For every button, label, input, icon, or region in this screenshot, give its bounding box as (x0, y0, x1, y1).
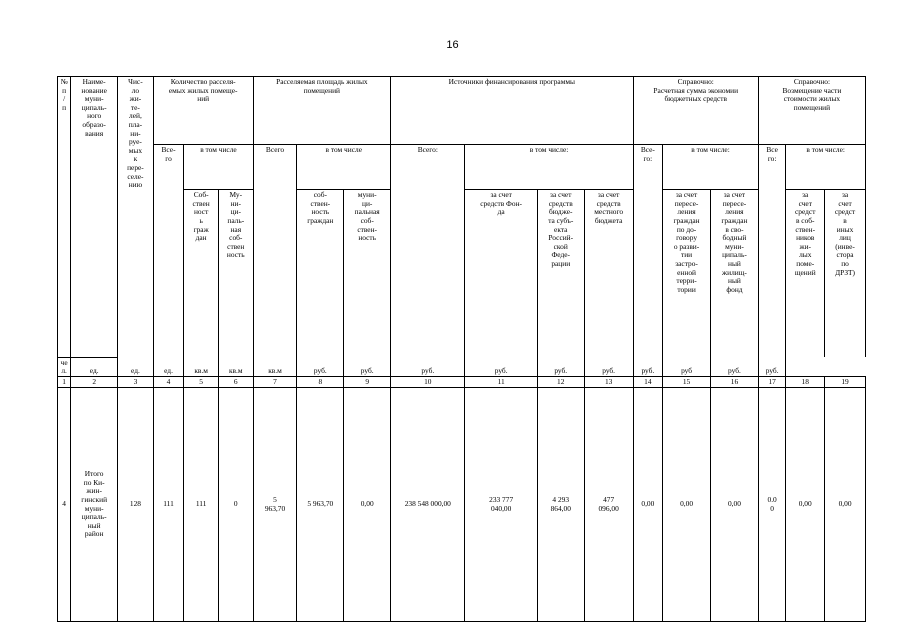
cell-residents-count: 128 (118, 387, 154, 621)
header-count-total: Все- го (153, 145, 184, 358)
cell-compensation-owners: 0,00 (786, 387, 825, 621)
column-number: 6 (218, 376, 253, 387)
header-area-incl: в том числе (297, 145, 391, 190)
column-number: 7 (253, 376, 297, 387)
unit-cell: чел. (58, 357, 71, 376)
header-count-private: Соб- ствен ност ь граж дан (184, 190, 219, 358)
column-number: 10 (391, 376, 465, 387)
header-group-area: Расселяемая площадь жилых помещений (253, 77, 391, 145)
cell-area-total: 5 963,70 (253, 387, 297, 621)
header-area-municipal: муни- ци- пальная соб- ствен- ность (344, 190, 391, 358)
unit-cell: кв.м (184, 357, 219, 376)
header-savings-municipal-fund: за счет пересе- ления граждан в сво- бодный муни- ципаль- ный жилищ- ный фонд (711, 190, 759, 358)
cell-savings-development: 0,00 (663, 387, 711, 621)
header-area-total: Всего (253, 145, 297, 358)
header-source-region: за счет средств бюдже- та субъ- екта Россий- ской Феде- рации (537, 190, 584, 358)
unit-cell: ед. (118, 357, 154, 376)
cell-count-total: 111 (153, 387, 184, 621)
cell-area-municipal: 0,00 (344, 387, 391, 621)
unit-cell: кв.м (253, 357, 297, 376)
header-source-local: за счет средств местного бюджета (584, 190, 633, 358)
header-residents-count: Чис- ло жи- те- лей, пла- ни- руе- мых к пере- селе- нию (118, 77, 154, 190)
unit-cell: руб. (465, 357, 537, 376)
header-compensation-owners: за счет средст в соб- ствен- ников жи- лых поме- щений (786, 190, 825, 358)
unit-cell: руб. (584, 357, 633, 376)
header-residents-count-cont (118, 190, 154, 358)
column-number: 3 (118, 376, 154, 387)
column-number: 1 (58, 376, 71, 387)
column-number: 5 (184, 376, 219, 387)
header-compensation-incl: в том числе: (786, 145, 866, 190)
column-number: 9 (344, 376, 391, 387)
column-number: 2 (71, 376, 118, 387)
unit-cell: руб. (758, 357, 786, 376)
cell-row-number: 4 (58, 387, 71, 621)
header-municipality-name: Наиме- нование муни- ципаль- ного образо- вания (71, 77, 118, 358)
cell-source-total: 238 548 000,00 (391, 387, 465, 621)
cell-count-private: 111 (184, 387, 219, 621)
cell-source-fund: 233 777 040,00 (465, 387, 537, 621)
unit-cell: руб. (297, 357, 344, 376)
column-number: 8 (297, 376, 344, 387)
cell-source-local: 477 096,00 (584, 387, 633, 621)
header-count-incl: в том числе (184, 145, 253, 190)
cell-savings-municipal-fund: 0,00 (711, 387, 759, 621)
header-group-budget-savings: Справочно: Расчетная сумма экономии бюджетных средств (633, 77, 758, 145)
column-number: 11 (465, 376, 537, 387)
header-compensation-total: Все го: (758, 145, 786, 358)
cell-count-municipal: 0 (218, 387, 253, 621)
column-number: 17 (758, 376, 786, 387)
cell-source-region: 4 293 864,00 (537, 387, 584, 621)
unit-cell: ед. (153, 357, 184, 376)
column-number: 13 (584, 376, 633, 387)
header-source-fund: за счет средств Фон- да (465, 190, 537, 358)
unit-cell: руб. (711, 357, 759, 376)
unit-cell: руб. (344, 357, 391, 376)
column-number: 14 (633, 376, 663, 387)
column-number: 15 (663, 376, 711, 387)
header-savings-incl: в том числе: (663, 145, 759, 190)
page-number: 16 (446, 39, 459, 51)
header-group-compensation: Справочно: Возмещение части стоимости жилых помещений (758, 77, 865, 145)
cell-compensation-investors: 0,00 (825, 387, 866, 621)
cell-savings-total: 0,00 (633, 387, 663, 621)
header-area-private: соб- ствен- ность граждан (297, 190, 344, 358)
header-compensation-investors: за счет средст в иных лиц (инве- стора по ДРЗТ) (825, 190, 866, 358)
header-savings-development: за счет пересе- ления граждан по до- говору о разви- тии застро- енной терри- тории (663, 190, 711, 358)
header-source-total: Всего: (391, 145, 465, 358)
unit-cell: руб. (537, 357, 584, 376)
cell-compensation-total: 0.0 0 (758, 387, 786, 621)
column-number: 19 (825, 376, 866, 387)
header-row-number: № п / п (58, 77, 71, 358)
column-number: 16 (711, 376, 759, 387)
cell-area-private: 5 963,70 (297, 387, 344, 621)
unit-cell: кв.м (218, 357, 253, 376)
unit-cell: руб. (391, 357, 465, 376)
column-number: 12 (537, 376, 584, 387)
header-count-municipal: Му- ни- ци- паль- ная соб- ствен ность (218, 190, 253, 358)
unit-cell: руб (663, 357, 711, 376)
cell-municipality-name: Итого по Ки- жин- гинский муни- ципаль- ный район (71, 387, 118, 621)
column-number: 18 (786, 376, 825, 387)
resettlement-program-table (57, 76, 866, 622)
header-source-incl: в том числе: (465, 145, 633, 190)
unit-cell: ед. (71, 357, 118, 376)
header-group-funding-sources: Источники финансирования программы (391, 77, 633, 145)
unit-cell: руб. (633, 357, 663, 376)
table-row (58, 387, 866, 621)
header-group-premises-count: Количество расселя- емых жилых помеще- ний (153, 77, 253, 145)
column-number: 4 (153, 376, 184, 387)
header-savings-total: Все- го: (633, 145, 663, 358)
